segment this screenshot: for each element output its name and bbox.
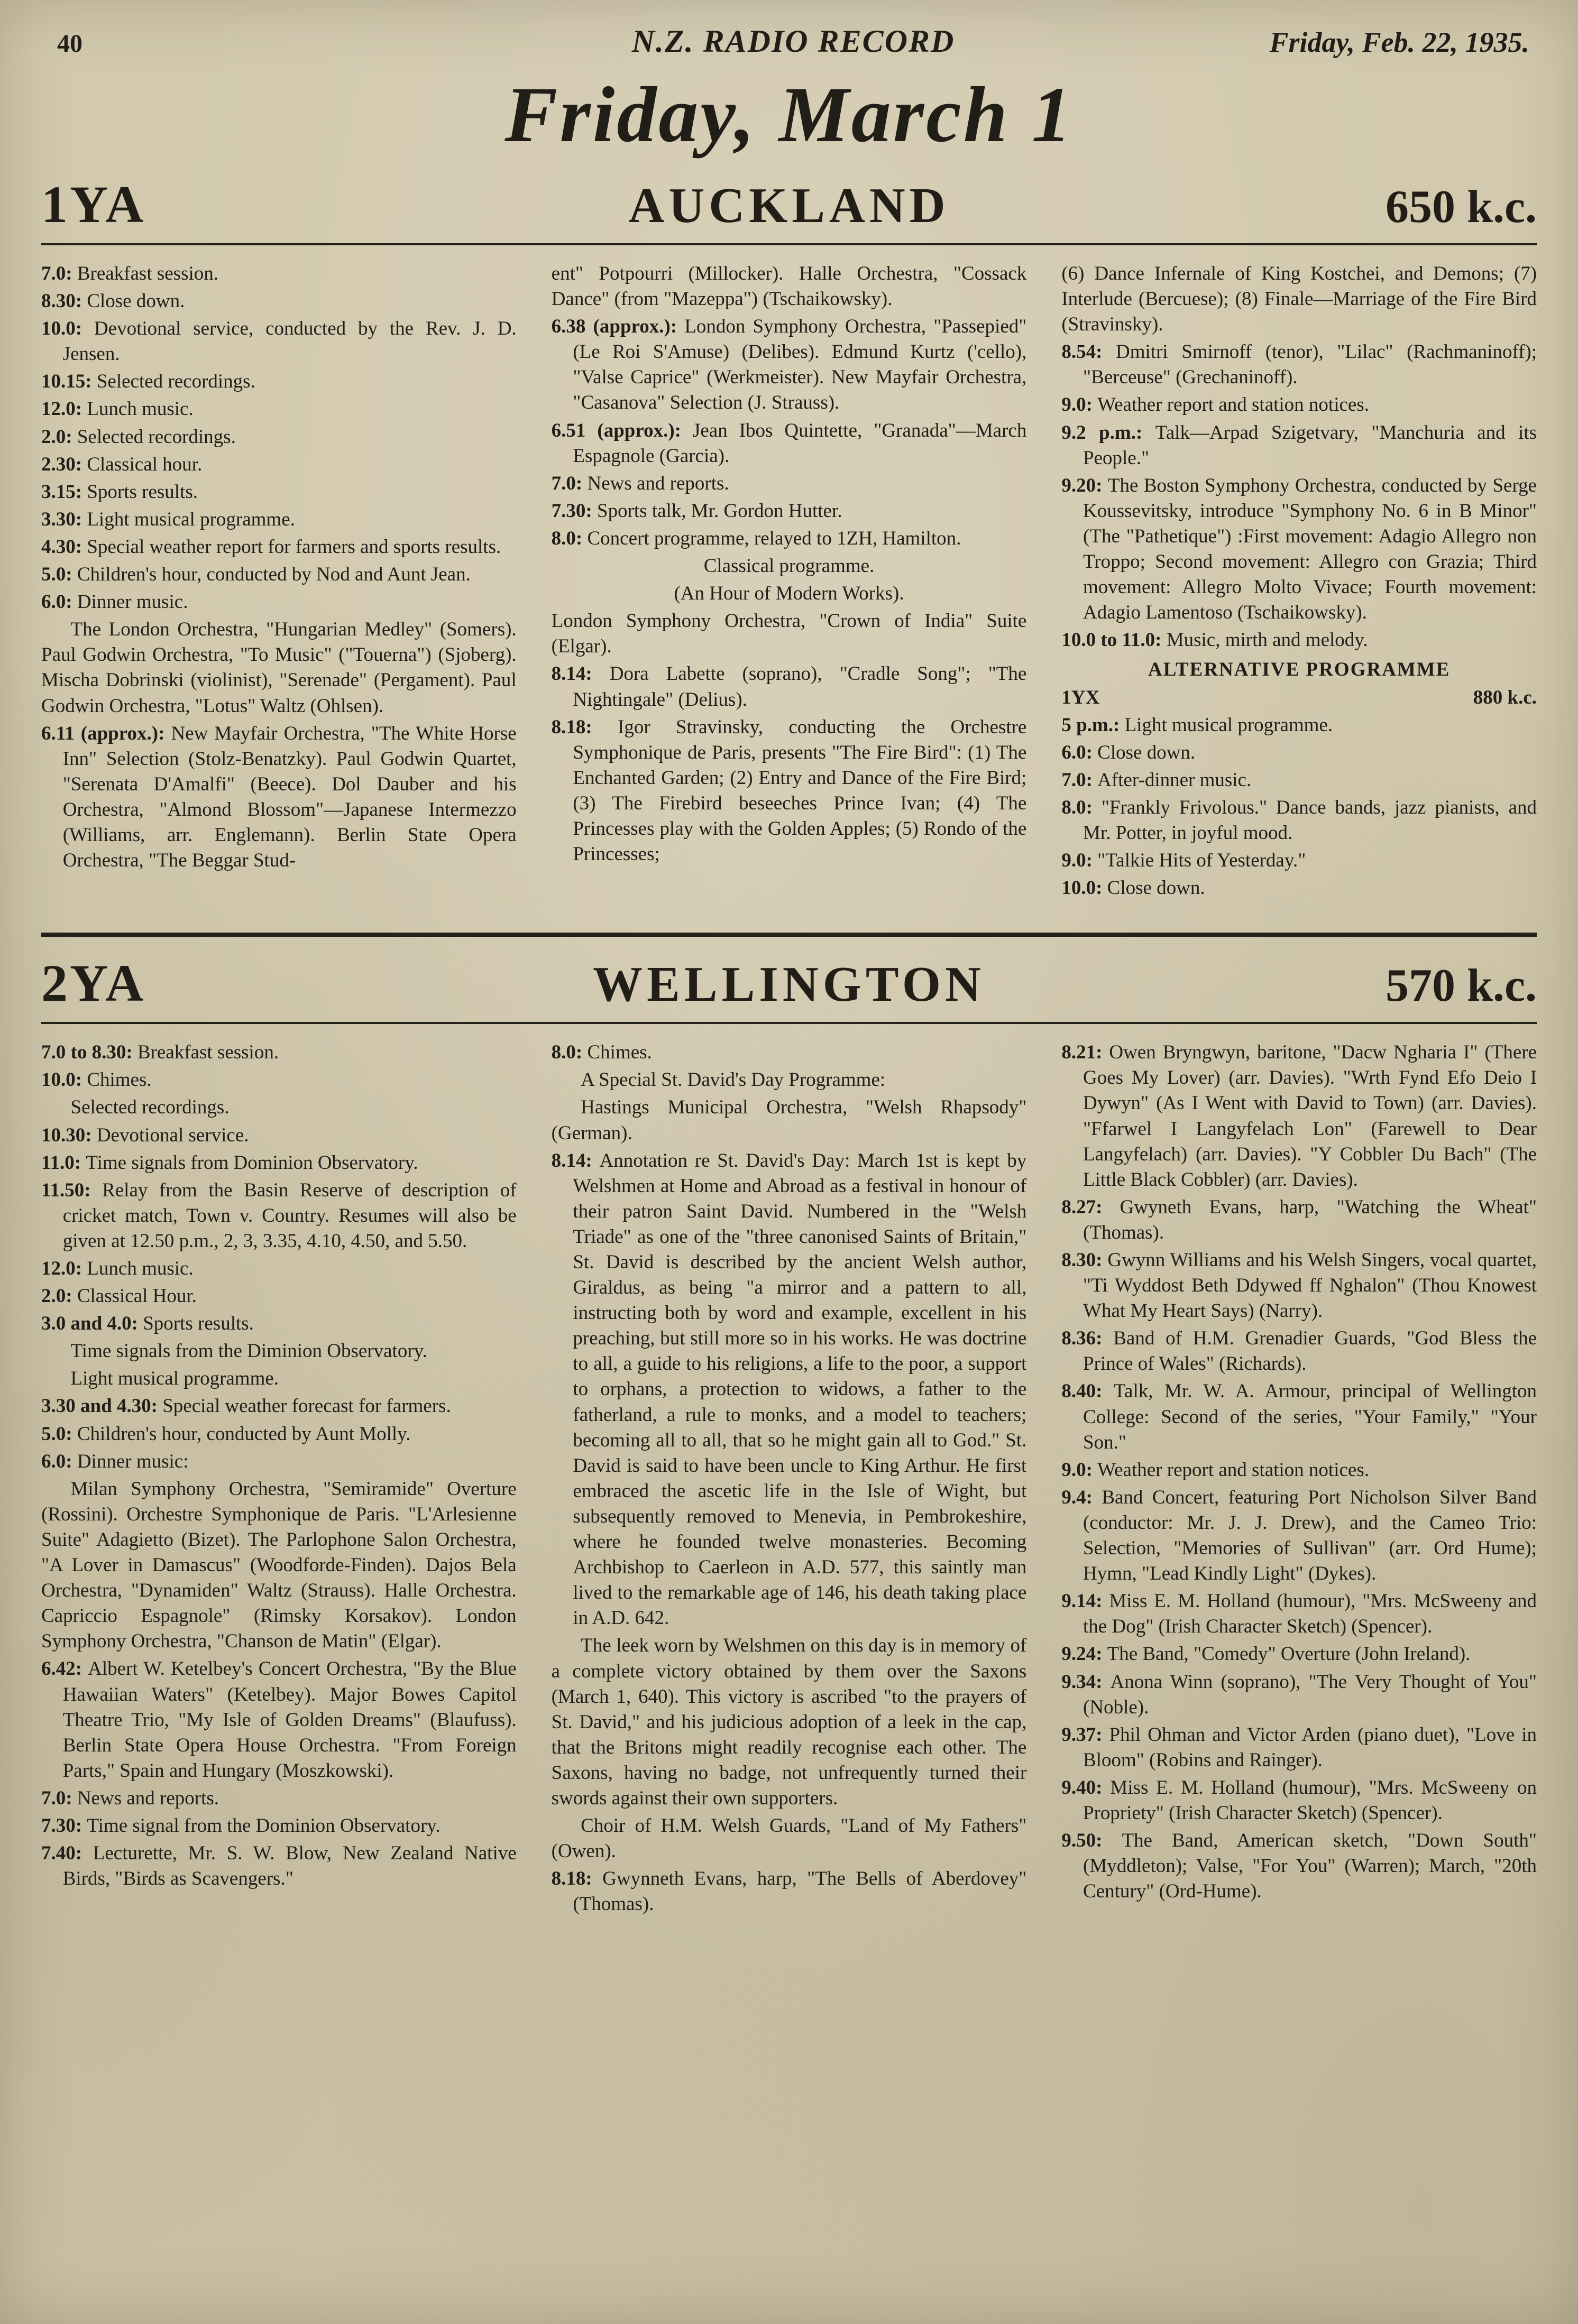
schedule-entry: 2.30: Classical hour. bbox=[41, 453, 203, 475]
time-label: 5 p.m.: bbox=[1061, 714, 1125, 736]
schedule-entry: 8.18: Igor Stravinsky, conducting the Orchestre Symphonique de Paris, presents "The Fire Bird": (1) The Enchanted Garden; (2) Entry and Dance of the Fire Bird; (3) The Firebird beseeches Prince Ivan; (4) The Princesses play with the Golden Apples; (5) Rondo of the Princesses; bbox=[551, 716, 1027, 865]
schedule-entry: 3.0 and 4.0: Sports results. bbox=[41, 1313, 254, 1335]
schedule-entry: 7.0: News and reports. bbox=[551, 472, 729, 494]
schedule-column-1 bbox=[41, 1040, 517, 1919]
time-label: 10.30: bbox=[41, 1124, 97, 1146]
schedule-entry: 6.11 (approx.): New Mayfair Orchestra, "The White Horse Inn" Selection (Stolz-Benatzky). Paul Godwin Quartet, "Serenata D'Amalfi" (Beece). Dol Dauber and his Orchestra, "Almond Blossom"—Japanese Intermezzo (Williams, arr. Englemann). Berlin State Opera Orchestra, "The Beggar Stud- bbox=[41, 722, 517, 872]
time-label: 5.0: bbox=[41, 1423, 77, 1445]
time-label: 7.0 to 8.30: bbox=[41, 1041, 137, 1064]
time-label: 8.18: bbox=[551, 716, 618, 738]
time-label: 9.2 p.m.: bbox=[1061, 421, 1155, 444]
schedule-entry: ent" Potpourri (Millocker). Halle Orchestra, "Cossack Dance" (from "Mazeppa") (Tschaikowsky). bbox=[551, 263, 1027, 310]
station-city: WELLINGTON bbox=[593, 957, 985, 1012]
time-label: 10.0 to 11.0: bbox=[1061, 629, 1167, 651]
time-label: 9.50: bbox=[1061, 1830, 1122, 1852]
schedule-entry: Light musical programme. bbox=[70, 1368, 279, 1390]
time-label: 8.18: bbox=[551, 1868, 603, 1890]
schedule-entry: 10.0: Devotional service, conducted by the Rev. J. D. Jensen. bbox=[41, 318, 517, 365]
issue-date: Friday, Feb. 22, 1935. bbox=[1269, 26, 1529, 58]
station-section-1ya bbox=[41, 174, 1537, 903]
schedule-entry: 10.0 to 11.0: Music, mirth and melody. bbox=[1061, 629, 1368, 651]
time-label: 12.0: bbox=[41, 1258, 87, 1279]
schedule-entry: (An Hour of Modern Works). bbox=[674, 583, 904, 605]
time-label: 8.0: bbox=[551, 527, 588, 549]
time-label: 3.30 and 4.30: bbox=[41, 1395, 163, 1417]
station-section-2ya bbox=[41, 933, 1537, 1919]
time-label: 9.4: bbox=[1061, 1486, 1102, 1508]
time-label: 11.0: bbox=[41, 1151, 86, 1174]
time-label: 10.0: bbox=[41, 318, 94, 340]
schedule-entry: 9.2 p.m.: Talk—Arpad Szigetvary, "Manchuria and its People." bbox=[1061, 421, 1537, 469]
schedule-entry: 3.30 and 4.30: Special weather forecast for farmers. bbox=[41, 1395, 451, 1417]
time-label: 8.14: bbox=[551, 663, 610, 685]
schedule-entry: 9.0: "Talkie Hits of Yesterday." bbox=[1061, 850, 1306, 872]
schedule-column-2 bbox=[552, 261, 1027, 903]
schedule-entry: (6) Dance Infernale of King Kostchei, and Demons; (7) Interlude (Bercuese); (8) Finale—Marriage of the Fire Bird (Stravinsky). bbox=[1061, 263, 1537, 336]
time-label: 3.30: bbox=[41, 508, 87, 530]
schedule-entry: 9.40: Miss E. M. Holland (humour), "Mrs. McSweeny on Propriety" (Irish Character Sketch) (Spencer). bbox=[1061, 1776, 1537, 1824]
time-label: 6.51 (approx.): bbox=[551, 419, 693, 441]
schedule-entry: 8.36: Band of H.M. Grenadier Guards, "God Bless the Prince of Wales" (Richards). bbox=[1061, 1327, 1537, 1375]
time-label: 7.30: bbox=[551, 500, 597, 522]
time-label: 8.0: bbox=[1061, 796, 1102, 818]
schedule-entry: 7.40: Lecturette, Mr. S. W. Blow, New Zealand Native Birds, "Birds as Scavengers." bbox=[41, 1842, 517, 1890]
schedule-entry: 11.50: Relay from the Basin Reserve of description of cricket match, Town v. Country. Resumes will also be given at 12.50 p.m., 2, 3, 3.35, 4.10, 4.50, and 5.50. bbox=[41, 1179, 517, 1252]
time-label: 7.0: bbox=[551, 472, 588, 494]
schedule-entry: 8.0: "Frankly Frivolous." Dance bands, jazz pianists, and Mr. Potter, in joyful mood. bbox=[1061, 796, 1537, 844]
station-frequency: 650 k.c. bbox=[1386, 181, 1537, 233]
time-label: 11.50: bbox=[41, 1179, 103, 1201]
time-label: 8.54: bbox=[1061, 341, 1116, 363]
page-number: 40 bbox=[57, 30, 82, 58]
time-label: 8.40: bbox=[1061, 1380, 1114, 1403]
schedule-columns bbox=[41, 1024, 1537, 1919]
time-label: 7.40: bbox=[41, 1842, 93, 1865]
schedule-entry: 3.15: Sports results. bbox=[41, 481, 198, 503]
schedule-entry: 5.0: Children's hour, conducted by Aunt Molly. bbox=[41, 1423, 411, 1445]
schedule-entry: London Symphony Orchestra, "Crown of India" Suite (Elgar). bbox=[551, 610, 1027, 658]
schedule-column-1 bbox=[41, 261, 517, 903]
schedule-entry: Time signals from the Diminion Observatory. bbox=[70, 1340, 428, 1362]
schedule-entry: 9.4: Band Concert, featuring Port Nicholson Silver Band (conductor: Mr. J. J. Drew), and the Cameo Trio: Selection, "Memories of Sullivan" (arr. Ord Hume); Hymn, "Lead Kindly Light" (Dykes). bbox=[1061, 1486, 1537, 1585]
schedule-entry: 8.54: Dmitri Smirnoff (tenor), "Lilac" (Rachmaninoff); "Berceuse" (Grechaninoff). bbox=[1061, 341, 1537, 389]
schedule-entry: 8.14: Annotation re St. David's Day: March 1st is kept by Welshmen at Home and Abroad as a festival in honour of their patron Saint David. Numbered in the "Welsh Triade" as one of the "three canonised Saints of Britain," St. David is described by the ancient Welsh author, Giraldus, as being "a mirror and a pattern to all, instructing both by word and example, excellent in his preaching, but still more so in his works. He was doctrine to all, a guide to his religions, a life to the poor, a support to orphans, a protection to widows, a father to the fatherland, a rule to monks, and a model to teachers; becoming all to all, that so he might gain all to God." St. David is said to have been uncle to King Arthur. He first embraced the ascetic life in the Isle of Wight, but subsequently removed to Menevia, in Pembrokeshire, where he founded twelve monasteries. Becoming Archbishop to Caerleon in A.D. 577, this saintly man lived to the remarkable age of 146, his death taking place in A.D. 642. bbox=[551, 1149, 1027, 1629]
time-label: 8.14: bbox=[551, 1149, 600, 1172]
schedule-entry: 9.50: The Band, American sketch, "Down South" (Myddleton); Valse, "For You" (Warren); March, "20th Century" (Ord-Hume). bbox=[1061, 1830, 1537, 1903]
time-label: 6.0: bbox=[41, 591, 77, 613]
station-frequency: 570 k.c. bbox=[1386, 960, 1537, 1012]
time-label: 8.21: bbox=[1061, 1041, 1109, 1064]
schedule-entry: 9.0: Weather report and station notices. bbox=[1061, 394, 1369, 416]
schedule-entry: 11.0: Time signals from Dominion Observatory. bbox=[41, 1151, 418, 1174]
schedule-entry: 8.21: Owen Bryngwyn, baritone, "Dacw Ngharia I" (There Goes My Lover) (arr. Davies). "Wrth Fynd Efo Deio I Dywyn" (As I Went with David to Town) (arr. Davies). "Ffarwel I Langyfelach Lon" (Farewell to Dear Langyfelach) (arr. Davies). "Y Cobbler Du Bach" (The Little Black Cobbler) (arr. Davies). bbox=[1061, 1041, 1537, 1191]
schedule-entry: The leek worn by Welshmen on this day is in memory of a complete victory obtained by them over the Saxons (March 1, 640). This victory is ascribed "to the prayers of St. David," and his judicious adoption of a leek in the cap, that the Britons might readily recognise each other. The Saxons, having no badge, not unfrequently turned their swords against their own supporters. bbox=[551, 1635, 1027, 1809]
schedule-entry: 10.0: Close down. bbox=[1061, 877, 1205, 899]
schedule-entry: 9.24: The Band, "Comedy" Overture (John Ireland). bbox=[1061, 1643, 1471, 1665]
time-label: 9.37: bbox=[1061, 1723, 1109, 1746]
schedule-entry: 7.0: After-dinner music. bbox=[1061, 769, 1252, 791]
time-label: 9.34: bbox=[1061, 1671, 1111, 1693]
schedule-entry: 8.18: Gwynneth Evans, harp, "The Bells of Aberdovey" (Thomas). bbox=[551, 1868, 1027, 1915]
time-label: 6.42: bbox=[41, 1658, 88, 1680]
time-label: 6.0: bbox=[41, 1450, 77, 1472]
time-label: 9.0: bbox=[1061, 1459, 1098, 1481]
schedule-entry: 8.27: Gwyneth Evans, harp, "Watching the Wheat" (Thomas). bbox=[1061, 1196, 1537, 1243]
station-call: 2YA bbox=[41, 954, 146, 1013]
time-label: 2.0: bbox=[41, 426, 77, 448]
time-label: 2.30: bbox=[41, 453, 87, 475]
schedule-entry: 2.0: Classical Hour. bbox=[41, 1285, 197, 1307]
time-label: 6.0: bbox=[1061, 741, 1098, 763]
schedule-entry: 3.30: Light musical programme. bbox=[41, 508, 295, 530]
schedule-entry: 7.0: Breakfast session. bbox=[41, 263, 218, 284]
schedule-entry: 8.30: Gwynn Williams and his Welsh Singers, vocal quartet, "Ti Wyddost Beth Ddywed ff Nghalon" (Thou Knowest What My Heart Says) (Narry). bbox=[1061, 1249, 1537, 1322]
time-label: 6.38 (approx.): bbox=[551, 316, 685, 338]
time-label: 8.30: bbox=[41, 290, 87, 312]
schedule-entry: 10.15: Selected recordings. bbox=[41, 371, 255, 393]
schedule-entry: 5 p.m.: Light musical programme. bbox=[1061, 714, 1333, 736]
schedule-entry: 2.0: Selected recordings. bbox=[41, 426, 236, 448]
time-label: 9.0: bbox=[1061, 850, 1098, 872]
station-section-header bbox=[41, 174, 1537, 245]
time-label: 7.0: bbox=[41, 263, 77, 284]
schedule-entry: 6.42: Albert W. Ketelbey's Concert Orchestra, "By the Blue Hawaiian Waters" (Ketelbey). Major Bowes Capitol Theatre Trio, "My Isle of Golden Dreams" (Blaufuss). Berlin State Opera House Orchestra. "From Foreign Parts," Spain and Hungary (Moszkowski). bbox=[41, 1658, 517, 1782]
time-label: 8.36: bbox=[1061, 1327, 1114, 1350]
time-label: 6.11 (approx.): bbox=[41, 722, 171, 744]
time-label: 10.0: bbox=[41, 1069, 87, 1091]
schedule-entry: Milan Symphony Orchestra, "Semiramide" Overture (Rossini). Orchestre Symphonique de Paris. "L'Arlesienne Suite" Adagietto (Bizet). The Parlophone Salon Orchestra, "A Lover in Damascus" (Woodforde-Finden). Dajos Bela Orchestra, "Dynamiden" Waltz (Strauss). Halle Orchestra. Capriccio Espagnole" (Rimsky Korsakov). London Symphony Orchestra, "Chanson de Matin" (Elgar). bbox=[41, 1478, 517, 1653]
schedule-columns bbox=[41, 245, 1537, 903]
station-section-header bbox=[41, 953, 1537, 1024]
time-label: 12.0: bbox=[41, 398, 87, 420]
schedule-entry: 4.30: Special weather report for farmers and sports results. bbox=[41, 536, 501, 558]
schedule-column-3 bbox=[1061, 261, 1537, 903]
schedule-entry: 5.0: Children's hour, conducted by Nod and Aunt Jean. bbox=[41, 564, 471, 586]
schedule-entry: 9.20: The Boston Symphony Orchestra, conducted by Serge Koussevitsky, introduce "Symphony No. 6 in B Minor" (The "Pathetique") :First movement: Adagio Allegro non Troppo; Second movement: Allegro con Grazia; Third movement: Allegro Molto Vivace; Fourth movement: Adagio Lamentoso (Tschaikowsky). bbox=[1061, 474, 1537, 624]
schedule-entry: A Special St. David's Day Programme: bbox=[581, 1069, 886, 1091]
schedule-entry: 6.0: Dinner music: bbox=[41, 1450, 189, 1472]
schedule-entry: 7.0: News and reports. bbox=[41, 1787, 219, 1809]
time-label: 10.0: bbox=[1061, 877, 1107, 899]
day-title: Friday, March 1 bbox=[504, 71, 1074, 159]
schedule-entry: 6.51 (approx.): Jean Ibos Quintette, "Granada"—March Espagnole (Garcia). bbox=[551, 419, 1027, 467]
schedule-entry: Hastings Municipal Orchestra, "Welsh Rhapsody" (German). bbox=[551, 1096, 1027, 1144]
time-label: 3.0 and 4.0: bbox=[41, 1313, 143, 1335]
schedule-entry: 7.30: Time signal from the Dominion Observatory. bbox=[41, 1814, 441, 1837]
time-label: 9.40: bbox=[1061, 1776, 1111, 1799]
schedule-entry: 9.34: Anona Winn (soprano), "The Very Thought of You" (Noble). bbox=[1061, 1671, 1537, 1718]
time-label: 9.24: bbox=[1061, 1643, 1107, 1665]
time-label: 3.15: bbox=[41, 481, 87, 503]
page-header bbox=[41, 23, 1537, 60]
alt-station-frequency: 880 k.c. bbox=[1473, 686, 1537, 708]
masthead: N.Z. RADIO RECORD bbox=[631, 24, 955, 59]
schedule-entry: 12.0: Lunch music. bbox=[41, 1258, 194, 1279]
schedule-entry: 8.40: Talk, Mr. W. A. Armour, principal of Wellington College: Second of the series, "Your Family," "Your Son." bbox=[1061, 1380, 1537, 1453]
schedule-entry: 6.0: Close down. bbox=[1061, 741, 1196, 763]
alternative-programme-heading: ALTERNATIVE PROGRAMME bbox=[1148, 659, 1451, 681]
time-label: 9.14: bbox=[1061, 1590, 1109, 1612]
schedule-entry: 12.0: Lunch music. bbox=[41, 398, 194, 420]
schedule-entry: 7.0 to 8.30: Breakfast session. bbox=[41, 1041, 279, 1064]
station-city: AUCKLAND bbox=[628, 178, 950, 233]
time-label: 8.30: bbox=[1061, 1249, 1108, 1271]
time-label: 7.0: bbox=[41, 1787, 77, 1809]
alt-station-line bbox=[1061, 685, 1537, 711]
schedule-entry: Choir of H.M. Welsh Guards, "Land of My Fathers" (Owen). bbox=[551, 1815, 1027, 1862]
schedule-column-2 bbox=[552, 1040, 1027, 1919]
schedule-entry: 7.30: Sports talk, Mr. Gordon Hutter. bbox=[551, 500, 842, 522]
schedule-entry: 8.0: Chimes. bbox=[551, 1041, 652, 1064]
time-label: 2.0: bbox=[41, 1285, 77, 1307]
schedule-entry: 10.30: Devotional service. bbox=[41, 1124, 249, 1146]
time-label: 8.0: bbox=[551, 1041, 588, 1064]
time-label: 9.0: bbox=[1061, 394, 1098, 416]
alt-station-call: 1YX bbox=[1061, 686, 1100, 708]
station-call: 1YA bbox=[41, 175, 146, 234]
time-label: 5.0: bbox=[41, 564, 77, 586]
schedule-entry: 6.0: Dinner music. bbox=[41, 591, 188, 613]
schedule-entry: Selected recordings. bbox=[70, 1096, 230, 1119]
time-label: 7.30: bbox=[41, 1814, 87, 1837]
schedule-entry: 8.0: Concert programme, relayed to 1ZH, Hamilton. bbox=[551, 527, 961, 549]
schedule-entry: 8.14: Dora Labette (soprano), "Cradle Song"; "The Nightingale" (Delius). bbox=[551, 663, 1027, 711]
schedule-entry: 9.14: Miss E. M. Holland (humour), "Mrs. McSweeny and the Dog" (Irish Character Sketch) (Spencer). bbox=[1061, 1590, 1537, 1638]
schedule-entry: 9.37: Phil Ohman and Victor Arden (piano duet), "Love in Bloom" (Robins and Rainger). bbox=[1061, 1723, 1537, 1771]
time-label: 9.20: bbox=[1061, 474, 1108, 496]
schedule-entry: 10.0: Chimes. bbox=[41, 1069, 152, 1091]
time-label: 8.27: bbox=[1061, 1196, 1120, 1218]
schedule-entry: 9.0: Weather report and station notices. bbox=[1061, 1459, 1369, 1481]
schedule-entry: 6.38 (approx.): London Symphony Orchestra, "Passepied" (Le Roi S'Amuse) (Delibes). Edmund Kurtz ('cello), "Valse Caprice" (Werkmeister). New Mayfair Orchestra, "Casanova" Selection (J. Strauss). bbox=[551, 316, 1027, 414]
schedule-entry: The London Orchestra, "Hungarian Medley" (Somers). Paul Godwin Orchestra, "To Music" ("Touerna") (Sjoberg). Mischa Dobrinski (violinist), "Serenade" (Pergament). Paul Godwin Orchestra, "Lotus" Waltz (Ohlsen). bbox=[41, 619, 517, 717]
time-label: 4.30: bbox=[41, 536, 87, 558]
schedule-column-3 bbox=[1061, 1040, 1537, 1919]
time-label: 7.0: bbox=[1061, 769, 1098, 791]
schedule-entry: 8.30: Close down. bbox=[41, 290, 185, 312]
time-label: 10.15: bbox=[41, 371, 97, 393]
schedule-entry: Classical programme. bbox=[703, 555, 875, 577]
